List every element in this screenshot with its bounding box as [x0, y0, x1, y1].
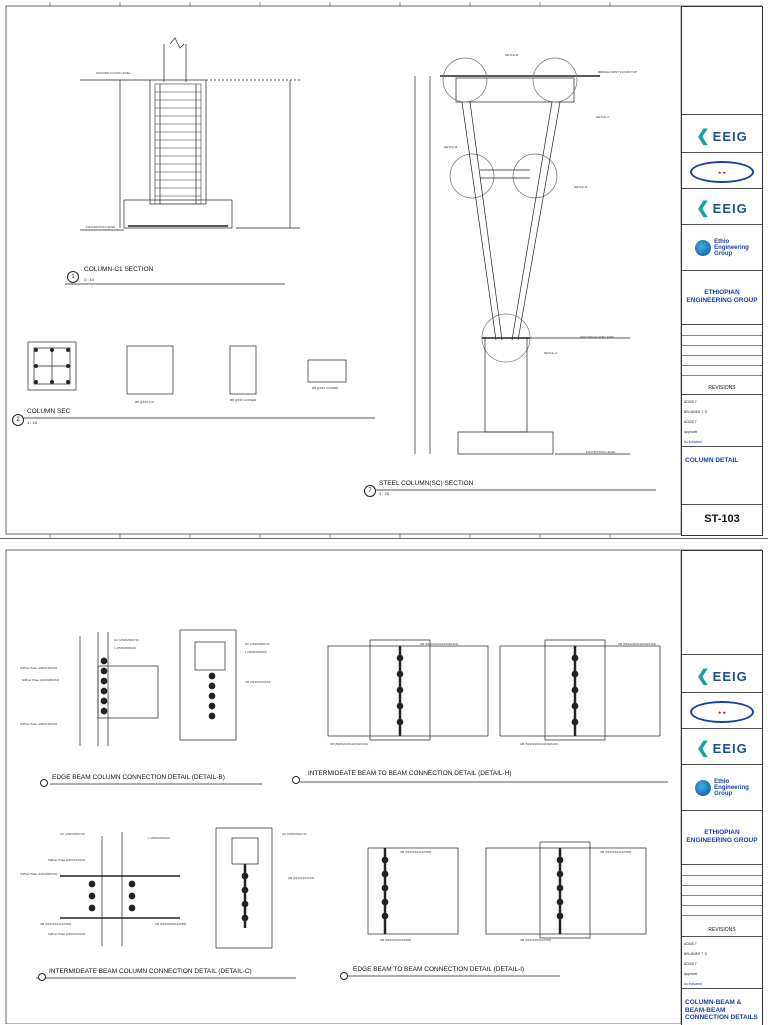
- tb1-project-cell: [682, 271, 762, 325]
- column-sec-drawing: [15, 342, 375, 418]
- level-foundation-sc: FOUNDATION LEVEL: [586, 450, 616, 454]
- view-number-1: 1: [67, 271, 79, 283]
- chevron-logo-icon: ❮: [696, 128, 710, 145]
- level-ground-floor-sc: GROUND FLOOR LEVEL: [580, 335, 615, 339]
- callout-stiff2-b: Stiffner Plate (120X260X10): [22, 678, 60, 682]
- tb1-drawing-area: [682, 7, 762, 115]
- level-ground-floor-c1: GROUND FLOOR LEVEL: [96, 71, 131, 75]
- callout-ub-b2: UB (533X210X122): [245, 680, 272, 684]
- sheet-number: ST-103: [704, 513, 740, 525]
- view-title-column-c1: COLUMN-C1 SECTION: [84, 266, 154, 273]
- drawing-title: COLUMN DETAIL: [685, 457, 739, 464]
- callout-ub-h1: UB (533X210X122X92X101): [420, 642, 459, 646]
- callout-l-b: L (250X250X20): [114, 646, 136, 650]
- tb1-client-cell: [682, 225, 762, 271]
- tb1-university-cell: [682, 153, 762, 189]
- level-foundation-c1: FOUNDATION LEVEL: [86, 225, 116, 229]
- callout-ub-c3: UB (533X210X122): [288, 876, 315, 880]
- view-title-column-sec: COLUMN SEC: [27, 408, 71, 415]
- callout-ub-i1: UB (533X210X122X86): [400, 850, 432, 854]
- detail-a-tag: DETAIL-A: [544, 351, 558, 355]
- ethio-engineering-logo: Ethio Engineering Group: [686, 777, 758, 799]
- stirrup-tag-3: Ø8 @150 LOOSER: [312, 386, 339, 390]
- callout-stiff3-b: Stiffner Plate (225X120X10): [20, 722, 58, 726]
- sheet2-drawing: [0, 546, 768, 1024]
- view-scale-column-sec: 1 : 10: [27, 420, 38, 425]
- view-number-2: 2: [12, 414, 24, 426]
- project-name: ETHIOPIAN ENGINEERING GROUP: [686, 829, 758, 844]
- view-number-7: 7: [364, 485, 376, 497]
- callout-ub-c2: UB (533X210X122X86): [155, 922, 187, 926]
- detail-c-marker: [38, 973, 46, 981]
- detail-b-tag-left: DETAIL-B: [444, 145, 458, 149]
- detail-i-title: EDGE BEAM TO BEAM CONNECTION DETAIL (DETAIL-I): [353, 966, 525, 973]
- detail-b-title: EDGE BEAM COLUMN CONNECTION DETAIL (DETAIL-B): [52, 774, 225, 781]
- tb2-client-cell: [682, 765, 762, 811]
- chevron-logo-icon: ❮: [696, 200, 710, 217]
- callout-uc-c2: UC (254X254X73): [282, 832, 307, 836]
- project-name: ETHIOPIAN ENGINEERING GROUP: [686, 289, 758, 304]
- detail-b-tag-right: DETAIL-B: [574, 185, 588, 189]
- callout-ub-c: UB (533X210X122X86): [40, 922, 72, 926]
- detail-h-drawing: [300, 640, 668, 782]
- callout-ub-i2: UB (533X210X122X86): [380, 938, 412, 942]
- level-bridge-first-floor: BRIDGE FIRST FLOOR TOP: [598, 70, 638, 74]
- detail-i-marker: [340, 972, 348, 980]
- detail-b-tag-top: DETAIL-B: [505, 53, 519, 57]
- callout-stiff1-b: Stiffner Plate (225X120X10): [20, 666, 58, 670]
- revisions-label: REVISIONS: [708, 927, 736, 933]
- view-title-steel-column: STEEL COLUMN(SC) SECTION: [379, 480, 474, 487]
- callout-uc-c: UC (254X254X73): [60, 832, 85, 836]
- tb1-designer-cell: [682, 115, 762, 153]
- tb1-drawing-title-cell: [682, 447, 762, 505]
- drawing-sheet-2: [0, 546, 768, 1024]
- steel-column-drawing: [372, 58, 656, 490]
- globe-icon: [695, 240, 711, 256]
- detail-b-marker: [40, 779, 48, 787]
- detail-i-drawing: [344, 842, 646, 976]
- tb2-project-cell: [682, 811, 762, 865]
- callout-ub-i4: UB (533X210X122X86): [600, 850, 632, 854]
- tb1-consultant-cell: [682, 189, 762, 225]
- title-block-sheet1: [681, 6, 763, 536]
- revisions-label: REVISIONS: [708, 385, 736, 391]
- chevron-logo-icon: ❮: [696, 740, 710, 757]
- detail-b-drawing: [50, 630, 262, 784]
- detail-h-title: INTERMIDEATE BEAM TO BEAM CONNECTION DETAIL (DETAIL-H): [308, 770, 512, 777]
- callout-stiff3-c: Stiffner Plate (225X120X10): [48, 932, 86, 936]
- callout-l-c: L (250X250X20): [148, 836, 170, 840]
- detail-c-drawing: [36, 828, 296, 978]
- callout-uc-b2: UC (254X254X73): [245, 642, 270, 646]
- chevron-logo-icon: ❮: [696, 668, 710, 685]
- tb1-revision-table: [682, 325, 762, 395]
- callout-l-b2: L (250X250X20): [245, 650, 267, 654]
- callout-uc-b: UC (254X254X73): [114, 638, 139, 642]
- detail-h-marker: [292, 776, 300, 784]
- university-logo: ★ ★: [686, 701, 758, 723]
- drawing-title: COLUMN-BEAM & BEAM-BEAM CONNECTION DETAILS: [685, 999, 758, 1021]
- tb1-sheet-number-cell: [682, 505, 762, 535]
- ethio-engineering-logo: Ethio Engineering Group: [686, 237, 758, 259]
- title-block-sheet2: [681, 550, 763, 1025]
- callout-stiff2-c: Stiffner Plate (120X260X10): [20, 872, 58, 876]
- tb2-names-cell: ADDIS T BELAINEH T. D. ADDIS T Approver As indicated: [682, 937, 762, 989]
- tb2-revision-table: [682, 865, 762, 937]
- tb2-university-cell: [682, 693, 762, 729]
- tb2-drawing-area: [682, 551, 762, 655]
- eeig-logo-2: ❮ EEIG: [696, 200, 748, 217]
- eeig-logo-2: ❮ EEIG: [696, 740, 748, 757]
- callout-ub-h3: UB (533X210X122X92X101): [520, 742, 559, 746]
- stirrup-tag-2: Ø8 @150 LOOSER: [230, 398, 257, 402]
- callout-ub-h2: UB (533X210X122X92X101): [330, 742, 369, 746]
- callout-ub-h4: UB (533X210X122X92X101): [618, 642, 657, 646]
- stirrup-tag-1: Ø8 @150 C/C: [135, 400, 154, 404]
- eeig-logo: ❮ EEIG: [696, 128, 748, 145]
- view-scale-steel-column: 1 : 20: [379, 491, 390, 496]
- callout-ub-i3: UB (533X210X122X86): [520, 938, 552, 942]
- tb2-designer-cell: [682, 655, 762, 693]
- detail-c-tag: DETAIL-C: [596, 115, 610, 119]
- university-logo: ★ ★: [686, 161, 758, 183]
- tb2-drawing-title-cell: [682, 989, 762, 1025]
- tb2-consultant-cell: [682, 729, 762, 765]
- eeig-logo: ❮ EEIG: [696, 668, 748, 685]
- detail-c-title: INTERMIDEATE BEAM COLUMN CONNECTION DETAIL (DETAIL-C): [49, 968, 252, 975]
- view-scale-column-c1: 1 : 10: [84, 277, 95, 282]
- callout-stiff1-c: Stiffner Plate (225X120X10): [48, 858, 86, 862]
- tb1-names-cell: ADDIS T BELAINEH T. D. ADDIS T Approver As indicated: [682, 395, 762, 447]
- globe-icon: [695, 780, 711, 796]
